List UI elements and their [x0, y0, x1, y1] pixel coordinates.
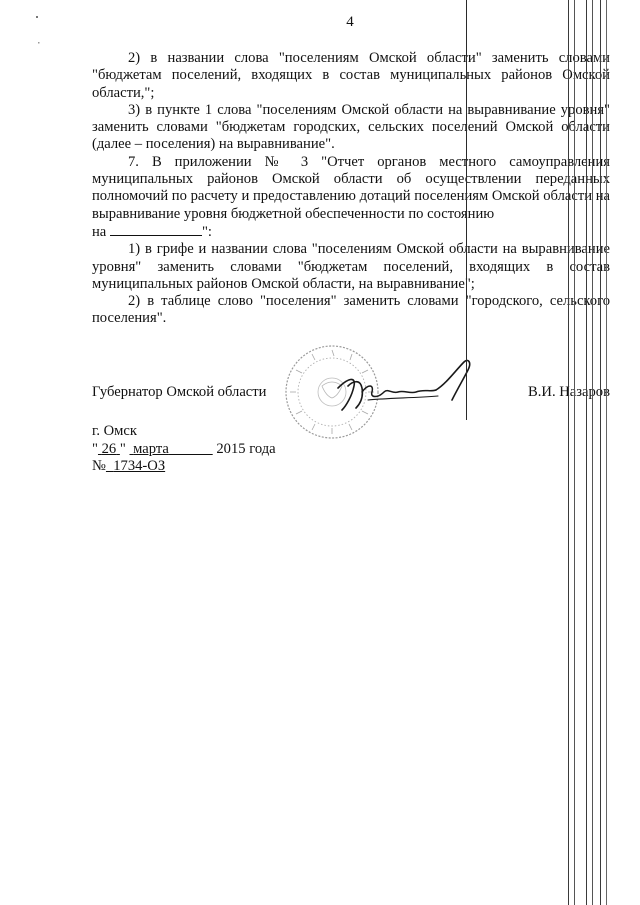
date-line-prefix: на	[92, 223, 107, 240]
date-month: марта	[133, 440, 169, 457]
paragraph-item-2: 2) в названии слова "поселениям Омской области" заменить словами "бюджетам поселений, входящих в состав муниципальных районов Омской области,";	[92, 50, 610, 101]
signing-place: г. Омск	[92, 423, 137, 439]
law-number-value: 1734-ОЗ	[113, 458, 166, 474]
paragraph-subitem-2: 2) в таблице слово "поселения" заменить словами "городского, сельского поселения".	[92, 293, 610, 327]
governor-name: В.И. Назаров	[528, 384, 610, 400]
page-number: 4	[346, 14, 354, 30]
paragraph-item-3: 3) в пункте 1 слова "поселениям Омской области на выравнивание уровня" заменить словами "бюджетам городских, сельских поселений Омской области (далее – поселения) на выравнивание".	[92, 101, 610, 153]
signing-date: " 26 " марта 2015 года	[92, 440, 276, 457]
law-number: № 1734-ОЗ	[92, 458, 166, 474]
handwritten-signature	[318, 348, 478, 418]
paragraph-section-7: 7. В приложении № 3 "Отчет органов местного самоуправления муниципальных районов Омской области об осуществлении переданных полномочий по расчету и предоставлению дотаций поселениям Омской области на выравнивание уровня бюджетной обеспеченности по состоянию	[92, 153, 610, 222]
report-date-line	[92, 223, 610, 241]
paragraph-subitem-1: 1) в грифе и названии слова "поселениям Омской области на выравнивание уровня" заменить словами "бюджетам поселений, входящих в состав муниципальных районов Омской области, на выравнивание";	[92, 241, 610, 292]
date-year: 2015 года	[216, 440, 276, 457]
governor-title: Губернатор Омской области	[92, 384, 267, 400]
signing-details	[92, 423, 276, 476]
date-day: 26	[101, 440, 117, 457]
date-blank-line	[110, 223, 202, 236]
date-line-suffix: ":	[201, 223, 212, 240]
document-body	[92, 50, 610, 328]
